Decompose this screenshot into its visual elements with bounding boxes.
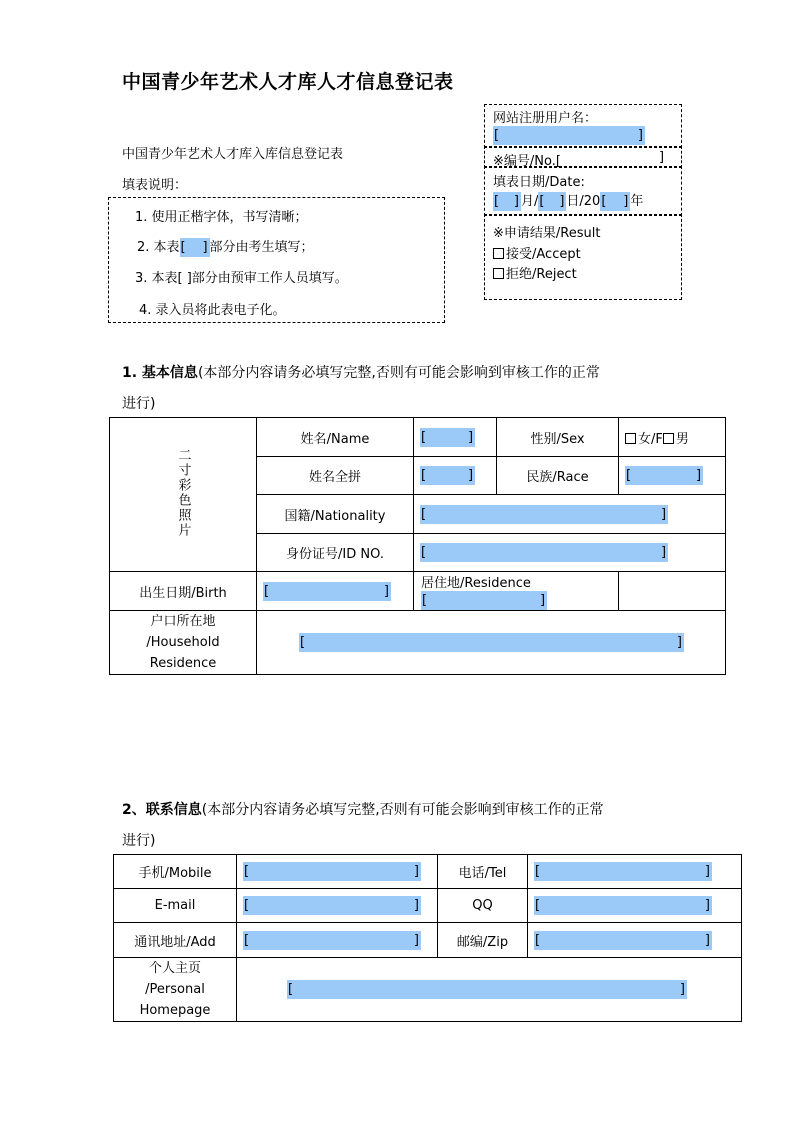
instructions-label: 填表说明： bbox=[122, 178, 188, 193]
date-label: 填表日期/Date: bbox=[493, 175, 585, 190]
tel-label: 电话/Tel bbox=[438, 855, 528, 889]
contact-info-table bbox=[113, 854, 742, 1022]
female-checkbox[interactable] bbox=[625, 433, 636, 444]
username-input[interactable]: [ ] bbox=[494, 128, 643, 143]
pinyin-input[interactable]: [ ] bbox=[421, 468, 474, 483]
result-box bbox=[484, 214, 682, 300]
result-label: ※申请结果/Result bbox=[493, 226, 601, 241]
mobile-label: 手机/Mobile bbox=[114, 855, 237, 889]
date-month-input[interactable]: [ ] bbox=[494, 194, 519, 209]
email-label: E-mail bbox=[114, 889, 237, 923]
id-no-input[interactable]: [ ] bbox=[421, 545, 667, 560]
household-input[interactable]: [ ] bbox=[300, 635, 682, 650]
reject-option[interactable]: 拒绝/Reject bbox=[493, 263, 577, 282]
number-label[interactable]: ※编号/No.[ bbox=[493, 154, 561, 169]
instruction-3: 3. 本表[ ]部分由预审工作人员填写。 bbox=[135, 271, 348, 286]
id-no-label: 身份证号/ID NO. bbox=[257, 534, 414, 572]
email-input[interactable]: [ ] bbox=[244, 898, 419, 913]
race-input[interactable]: [ ] bbox=[626, 468, 702, 483]
homepage-input[interactable]: [ ] bbox=[288, 982, 685, 997]
instruction-4: 4. 录入员将此表电子化。 bbox=[139, 303, 286, 318]
sex-label: 性别/Sex bbox=[497, 418, 619, 457]
date-box: 填表日期/Date: [ ] 月/ [ ] 日/20 [ ] 年 bbox=[484, 166, 682, 216]
basic-info-table: 二寸彩色照片 姓名/Name [ ] 性别/Sex 女/F 男 姓名全拼 [ ] 民族/Race [ ] 国籍/Nationality [ ] 身份证号/ID NO. [ ] 出生日期/Birth [ ] 居住地/Residence [ ] 户口所在地 /Household Residence [ ] bbox=[109, 417, 726, 675]
date-day-input[interactable]: [ ] bbox=[539, 194, 565, 209]
username-box bbox=[484, 104, 682, 148]
photo-cell[interactable]: 二寸彩色照片 bbox=[110, 418, 257, 572]
race-label: 民族/Race bbox=[497, 457, 619, 495]
zip-label: 邮编/Zip bbox=[438, 923, 528, 958]
male-checkbox[interactable] bbox=[663, 433, 674, 444]
username-label: 网站注册用户名： bbox=[493, 111, 598, 126]
name-input[interactable]: [ ] bbox=[421, 429, 474, 445]
section2-heading: 2、联系信息(本部分内容请务必填写完整,否则有可能会影响到审核工作的正常 bbox=[122, 802, 604, 818]
pinyin-label: 姓名全拼 bbox=[257, 457, 414, 495]
homepage-label: 个人主页 /Personal Homepage bbox=[114, 958, 237, 1022]
qq-input[interactable]: [ ] bbox=[535, 898, 710, 913]
zip-input[interactable]: [ ] bbox=[535, 932, 710, 948]
address-label: 通讯地址/Add bbox=[114, 923, 237, 958]
tel-input[interactable]: [ ] bbox=[535, 864, 710, 879]
highlight-sample: [ ] bbox=[180, 240, 208, 255]
instruction-1: 1. 使用正楷字体，书写清晰； bbox=[135, 210, 308, 225]
form-subtitle: 中国青少年艺术人才库入库信息登记表 bbox=[122, 147, 344, 162]
qq-label: QQ bbox=[438, 889, 528, 923]
instruction-2: 2. 本表 [ ] 部分由考生填写； bbox=[137, 240, 314, 255]
birth-input[interactable]: [ ] bbox=[264, 583, 389, 599]
nationality-label: 国籍/Nationality bbox=[257, 495, 414, 534]
address-input[interactable]: [ ] bbox=[244, 932, 419, 948]
number-box: ※编号/No.[ ] bbox=[484, 146, 682, 168]
reject-checkbox[interactable] bbox=[493, 268, 504, 279]
name-label: 姓名/Name bbox=[257, 418, 414, 457]
nationality-input[interactable]: [ ] bbox=[421, 506, 667, 522]
instructions-box bbox=[108, 197, 445, 323]
mobile-input[interactable]: [ ] bbox=[244, 864, 419, 879]
residence-input[interactable]: [ ] bbox=[422, 593, 546, 608]
birth-label: 出生日期/Birth bbox=[110, 572, 257, 611]
accept-checkbox[interactable] bbox=[493, 248, 504, 259]
household-label: 户口所在地 /Household Residence bbox=[110, 611, 257, 675]
section2-heading-cont: 进行) bbox=[122, 833, 156, 849]
section1-heading: 1. 基本信息(本部分内容请务必填写完整,否则有可能会影响到审核工作的正常 bbox=[122, 365, 600, 381]
form-title: 中国青少年艺术人才库人才信息登记表 bbox=[122, 71, 454, 93]
residence-label: 居住地/Residence bbox=[421, 576, 531, 591]
accept-option[interactable]: 接受/Accept bbox=[493, 243, 581, 262]
section1-heading-cont: 进行) bbox=[122, 396, 156, 412]
date-year-input[interactable]: [ ] bbox=[601, 194, 629, 209]
